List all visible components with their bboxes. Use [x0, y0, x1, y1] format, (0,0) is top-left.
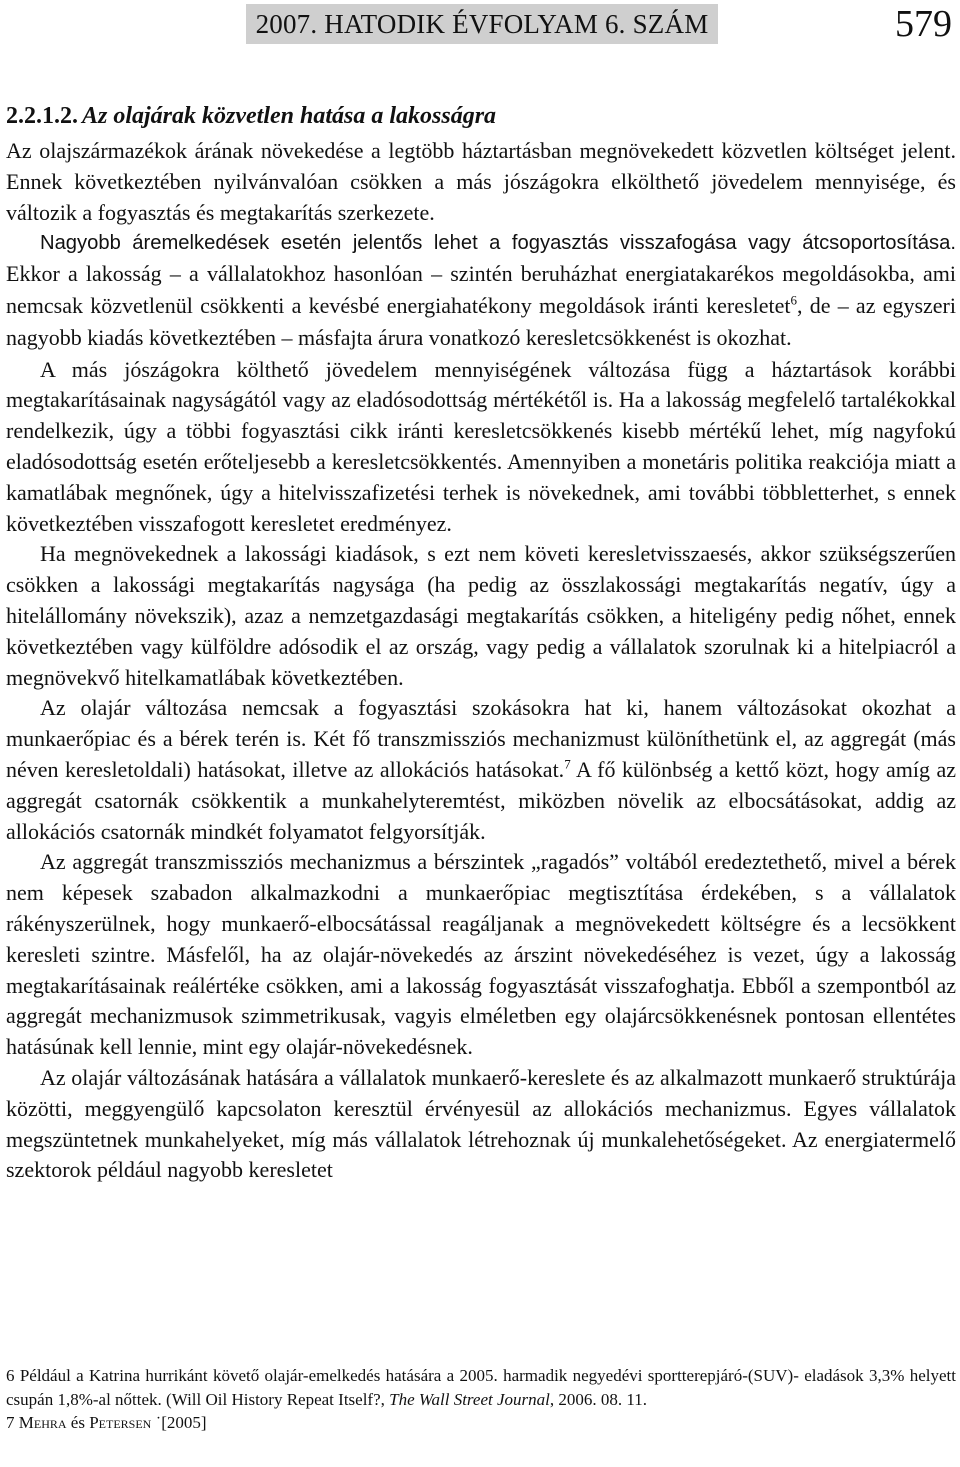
- paragraph-3: A más jószágokra költhető jövedelem mennyiségének változása függ a háztartások korábbi megtakarításainak nagyságától vagy az eladósodottság mértékétől is. Ha a lakosság megfelelő tartalékokkal rendelkezik, úgy a többi fogyasztási cikk iránti keresletcsökkenés kisebb mértékű lehet, míg nagyfokú eladósodottság esetén erőteljesebb a keresletcsökkentés. Amennyiben a monetáris politika reakciója miatt a kamatlábak megnőnek, úgy a hitelvisszafizetési terhek is növekednek, ami további többletterhet, s ennek következtében visszafogott keresletet eredményez.: [6, 356, 956, 536]
- footnote-7-year: ˙[2005]: [151, 1413, 207, 1432]
- paragraph-5-text-end: A fő különbség a kettő közt, hogy amíg az aggregát csatornák csökkentik a munkahelyteremtést, miközben növelik az elbocsátásokat, addig az allokációs csatornák mindkét folyamatot felgyorsítják.: [6, 756, 956, 844]
- section-heading: [6, 96, 956, 136]
- footnote-6: [6, 1364, 956, 1411]
- journal-issue-label: 2007. HATODIK ÉVFOLYAM 6. SZÁM: [255, 8, 709, 39]
- paragraph-2: [6, 228, 956, 354]
- footnote-7-author-2: Petersen: [89, 1413, 152, 1432]
- footnote-6-source: The Wall Street Journal: [389, 1389, 550, 1409]
- footnotes: [6, 1364, 956, 1435]
- running-header: [246, 4, 718, 44]
- paragraph-2-intro: Nagyobb áremelkedések esetén jelentős lehet a fogyasztás visszafogása vagy átcsoportosítása.: [40, 232, 956, 255]
- page-number: 579: [895, 3, 952, 45]
- paragraph-5: [6, 693, 956, 847]
- section-title: Az olajárak közvetlen hatása a lakosságra: [82, 103, 497, 129]
- paragraph-2-body: [6, 261, 956, 350]
- footnote-ref-6[interactable]: 6: [790, 292, 797, 308]
- paragraph-4: Ha megnövekednek a lakossági kiadások, s ezt nem követi keresletvisszaesés, akkor szükségszerűen csökken a lakossági megtakarítás nagysága (ha pedig az összlakossági megtakarítás negatív, úgy a hitelállomány növekszik), azaz a nemzetgazdasági megtakarítás csökken, a hiteligény pedig nőhet, ennek következtében vagy külföldre adósodik el az ország, vagy pedig a vállalatok szorulnak ki a hitelpiacról a megnövekvő hitelkamatlábak következtében.: [6, 541, 956, 690]
- footnote-ref-7[interactable]: 7: [564, 756, 571, 772]
- paragraph-6: Az aggregát transzmissziós mechanizmus a bérszintek „ragadós” voltából eredeztethető, mivel a bérek nem képesek szabadon alkalmazkodni a munkaerőpiac megtisztítása érdekében, s a vállalatok rákényszerülnek, hogy munkaerő-elbocsátással reagáljanak a megnövekedett költségre és a lecsökkent keresleti szintre. Másfelől, ha az olajár-növekedés az árszint növekedéséhez is vezet, úgy a lakosság megtakarításainak reálértéke csökken, ami a lakosság fogyasztását visszafoghatja. Ebből a szempontból az aggregát mechanizmusok szimmetrikusak, vagyis elméletben egy olajárcsökkenésnek pontosan ellentétes hatásúnak kell lennie, mint egy olajár-növekedésnek.: [6, 849, 956, 1060]
- footnote-7-conjunction: és: [66, 1413, 90, 1432]
- paragraph-2-text-end: , de – az egyszeri nagyobb kiadás következtében – másfajta árura vonatkozó keresletcsökkenést is okozhat.: [6, 292, 956, 350]
- paragraph-2-text: Ekkor a lakosság – a vállalatokhoz hasonlóan – szintén beruházhat energiatakarékos megoldásokba, ami nemcsak közvetlenül csökkenti a kevésbé energiahatékony megoldások iránti keresletet: [6, 261, 956, 318]
- footnote-7-author-1: Mehra: [18, 1413, 67, 1432]
- footnote-7: [6, 1411, 956, 1435]
- paragraph-1: Az olajszármazékok árának növekedése a legtöbb háztartásban megnövekedett közvetlen költséget jelent. Ennek következtében nyilvánvalóan csökken a más jószágokra elkölthető jövedelem mennyisége, és változik a fogyasztás és megtakarítás szerkezete.: [6, 138, 956, 225]
- footnote-6-date: , 2006. 08. 11.: [549, 1389, 647, 1409]
- paragraph-5-text: Az olajár változása nemcsak a fogyasztási szokásokra hat ki, hanem változásokat okozhat a munkaerőpiac és a bérek terén is. Két fő transzmissziós mechanizmust különíthetünk el, az aggregát (más néven keresletoldali) hatásokat, illetve az allokációs hatásokat.: [6, 695, 956, 782]
- paragraph-7: Az olajár változásának hatására a vállalatok munkaerő-kereslete és az alkalmazott munkaerő struktúrája közötti, meggyengülő kapcsolaton keresztül érvényesül az allokációs mechanizmus. Egyes vállalatok megszüntetnek munkahelyeket, míg más vállalatok létrehoznak új munkalehetőségeket. Az energiatermelő szektorok például nagyobb keresletet: [6, 1064, 956, 1183]
- footnote-6-text: 6 Például a Katrina hurrikánt követő olajár-emelkedés hatására a 2005. harmadik negyedévi sportterepjáró-(SUV)- eladások 3,3% helyett csupán 1,8%-al nőttek. (Will Oil History Repeat Itself?,: [6, 1366, 956, 1409]
- section-number: 2.2.1.2.: [6, 103, 78, 129]
- footnote-7-number: 7: [6, 1413, 19, 1432]
- article-body: [6, 96, 956, 1186]
